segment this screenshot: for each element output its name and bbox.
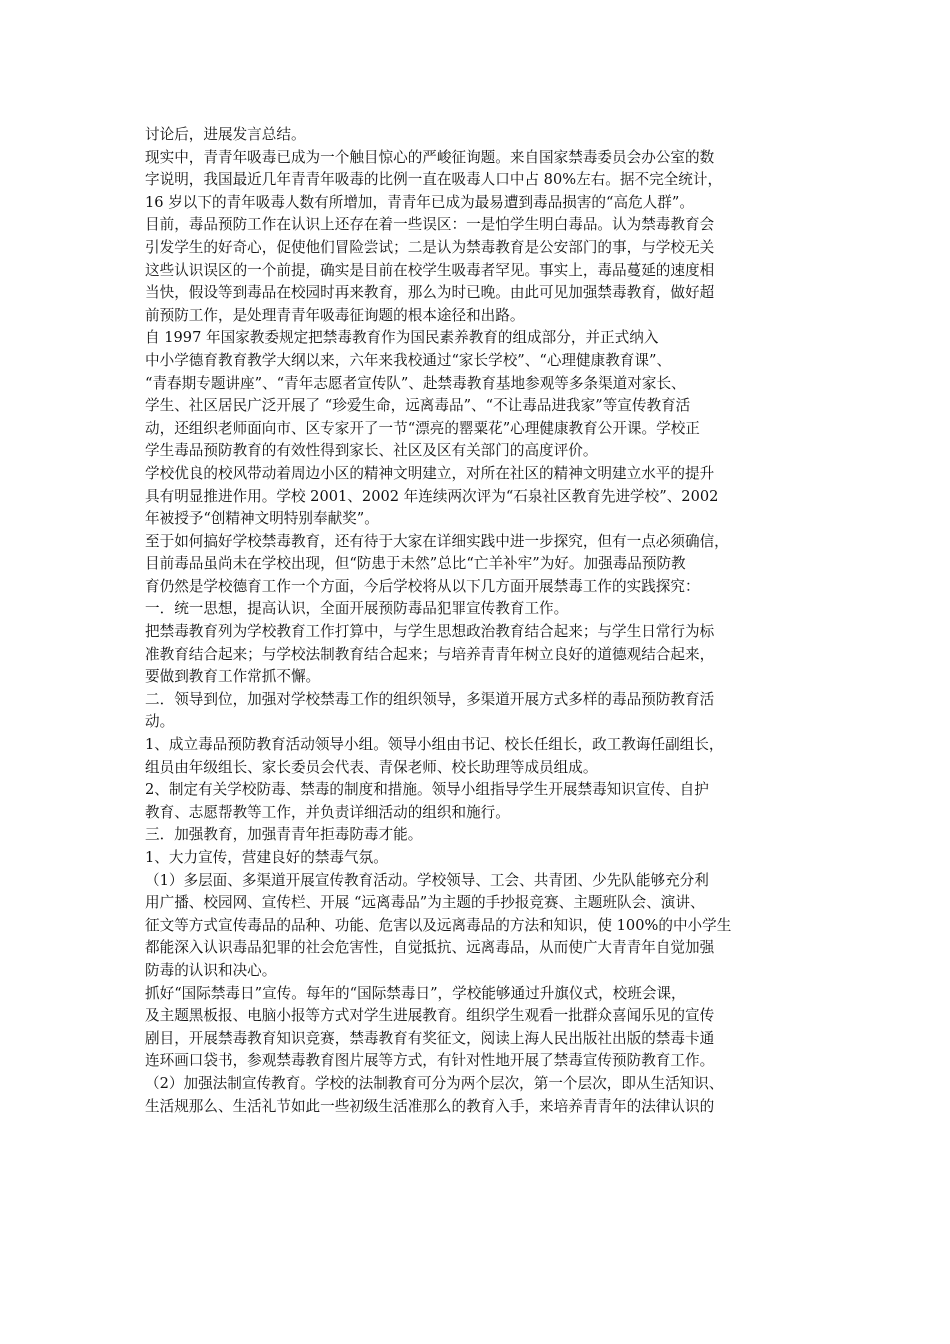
text-line: 引发学生的好奇心，促使他们冒险尝试；二是认为禁毒教育是公安部门的事，与学校无关 bbox=[145, 238, 715, 256]
text-line: 现实中，青青年吸毒已成为一个触目惊心的严峻征询题。来自国家禁毒委员会办公室的数 bbox=[145, 148, 715, 166]
text-line: 学生毒品预防教育的有效性得到家长、社区及区有关部门的高度评价。 bbox=[145, 442, 598, 460]
text-line: 生活规那么、生活礼节如此一些初级生活准那么的教育入手，来培养青青年的法律认识的 bbox=[145, 1097, 715, 1115]
text-line: 具有明显推进作用。学校 2001、2002 年连续两次评为“石泉社区教育先进学校”、2002 bbox=[145, 487, 719, 505]
text-line: 动，还组织老师面向市、区专家开了一节“漂亮的罂粟花”心理健康教育公开课。学校正 bbox=[145, 419, 700, 437]
text-line: 目前，毒品预防工作在认识上还存在着一些误区：一是怕学生明白毒品。认为禁毒教育会 bbox=[145, 216, 715, 234]
document-body bbox=[145, 124, 813, 1118]
text-line: 抓好“国际禁毒日”宣传。每年的“国际禁毒日”，学校能够通过升旗仪式，校班会课， bbox=[145, 984, 686, 1002]
text-line: “青春期专题讲座”、“青年志愿者宣传队”、赴禁毒教育基地参观等多条渠道对家长、 bbox=[145, 374, 686, 392]
text-line: 一．统一思想，提高认识，全面开展预防毒品犯罪宣传教育工作。 bbox=[145, 600, 569, 618]
text-line: 都能深入认识毒品犯罪的社会危害性，自觉抵抗、远离毒品，从而使广大青青年自觉加强 bbox=[145, 939, 715, 957]
text-line: 二．领导到位，加强对学校禁毒工作的组织领导，多渠道开展方式多样的毒品预防教育活 bbox=[145, 690, 715, 708]
text-line: 1、大力宣传，营建良好的禁毒气氛。 bbox=[145, 849, 388, 866]
text-line: 把禁毒教育列为学校教育工作打算中，与学生思想政治教育结合起来；与学生日常行为标 bbox=[145, 623, 715, 641]
text-line: 这些认识误区的一个前提，确实是目前在校学生吸毒者罕见。事实上，毒品蔓延的速度相 bbox=[145, 261, 715, 279]
text-line: 年被授予“创精神文明特别奉献奖”。 bbox=[145, 510, 379, 528]
text-line: 教育、志愿帮教等工作，并负责详细活动的组织和施行。 bbox=[145, 803, 510, 821]
text-line: 讨论后，进展发言总结。 bbox=[145, 126, 306, 143]
text-line: 剧目，开展禁毒教育知识竞赛，禁毒教育有奖征文，阅读上海人民出版社出版的禁毒卡通 bbox=[145, 1029, 715, 1047]
text-line: 组员由年级组长、家长委员会代表、青保老师、校长助理等成员组成。 bbox=[145, 758, 598, 776]
text-line: 征文等方式宣传毒品的品种、功能、危害以及远离毒品的方法和知识，使 100%的中小学生 bbox=[145, 916, 732, 934]
text-line: 三．加强教育，加强青青年拒毒防毒才能。 bbox=[145, 826, 423, 844]
text-line: 动。 bbox=[145, 713, 175, 731]
text-line: 至于如何搞好学校禁毒教育，还有待于大家在详细实践中进一步探究，但有一点必须确信， bbox=[145, 532, 729, 550]
text-line: 字说明，我国最近几年青青年吸毒的比例一直在吸毒人口中占 80%左右。据不完全统计， bbox=[145, 171, 723, 189]
text-line: 防毒的认识和决心。 bbox=[145, 961, 277, 979]
text-line: 连环画口袋书，参观禁毒教育图片展等方式，有针对性地开展了禁毒宣传预防教育工作。 bbox=[145, 1052, 715, 1070]
text-line: 16 岁以下的青年吸毒人数有所增加，青青年已成为最易遭到毒品损害的“高危人群”。 bbox=[145, 193, 694, 211]
text-line: （1）多层面、多渠道开展宣传教育活动。学校领导、工会、共青团、少先队能够充分利 bbox=[145, 871, 709, 889]
text-line: 当快，假设等到毒品在校园时再来教育，那么为时已晚。由此可见加强禁毒教育，做好超 bbox=[145, 284, 715, 302]
text-line: （2）加强法制宣传教育。学校的法制教育可分为两个层次，第一个层次，即从生活知识、 bbox=[145, 1074, 724, 1092]
text-line: 前预防工作，是处理青青年吸毒征询题的根本途径和出路。 bbox=[145, 306, 525, 324]
text-line: 用广播、校园网、宣传栏、开展 “远离毒品”为主题的手抄报竞赛、主题班队会、演讲、 bbox=[145, 894, 705, 912]
text-line: 自 1997 年国家教委规定把禁毒教育作为国民素养教育的组成部分，并正式纳入 bbox=[145, 329, 659, 347]
text-line: 1、成立毒品预防教育活动领导小组。领导小组由书记、校长任组长，政工教诲任副组长， bbox=[145, 736, 724, 754]
text-line: 中小学德育教育教学大纲以来，六年来我校通过“家长学校”、“心理健康教育课”、 bbox=[145, 351, 672, 369]
text-line: 学校优良的校风带动着周边小区的精神文明建立，对所在社区的精神文明建立水平的提升 bbox=[145, 464, 715, 482]
text-line: 及主题黑板报、电脑小报等方式对学生进展教育。组织学生观看一批群众喜闻乐见的宣传 bbox=[145, 1007, 715, 1025]
text-line: 育仍然是学校德育工作一个方面，今后学校将从以下几方面开展禁毒工作的实践探究： bbox=[145, 577, 700, 595]
text-line: 目前毒品虽尚未在学校出现，但“防患于未然”总比“亡羊补牢”为好。加强毒品预防教 bbox=[145, 555, 686, 573]
text-line: 准教育结合起来；与学校法制教育结合起来；与培养青青年树立良好的道德观结合起来， bbox=[145, 645, 715, 663]
text-line: 要做到教育工作常抓不懈。 bbox=[145, 668, 321, 686]
text-line: 2、制定有关学校防毒、禁毒的制度和措施。领导小组指导学生开展禁毒知识宣传、自护 bbox=[145, 781, 709, 799]
text-line: 学生、社区居民广泛开展了 “珍爱生命，远离毒品”、“不让毒品进我家”等宣传教育活 bbox=[145, 397, 691, 415]
